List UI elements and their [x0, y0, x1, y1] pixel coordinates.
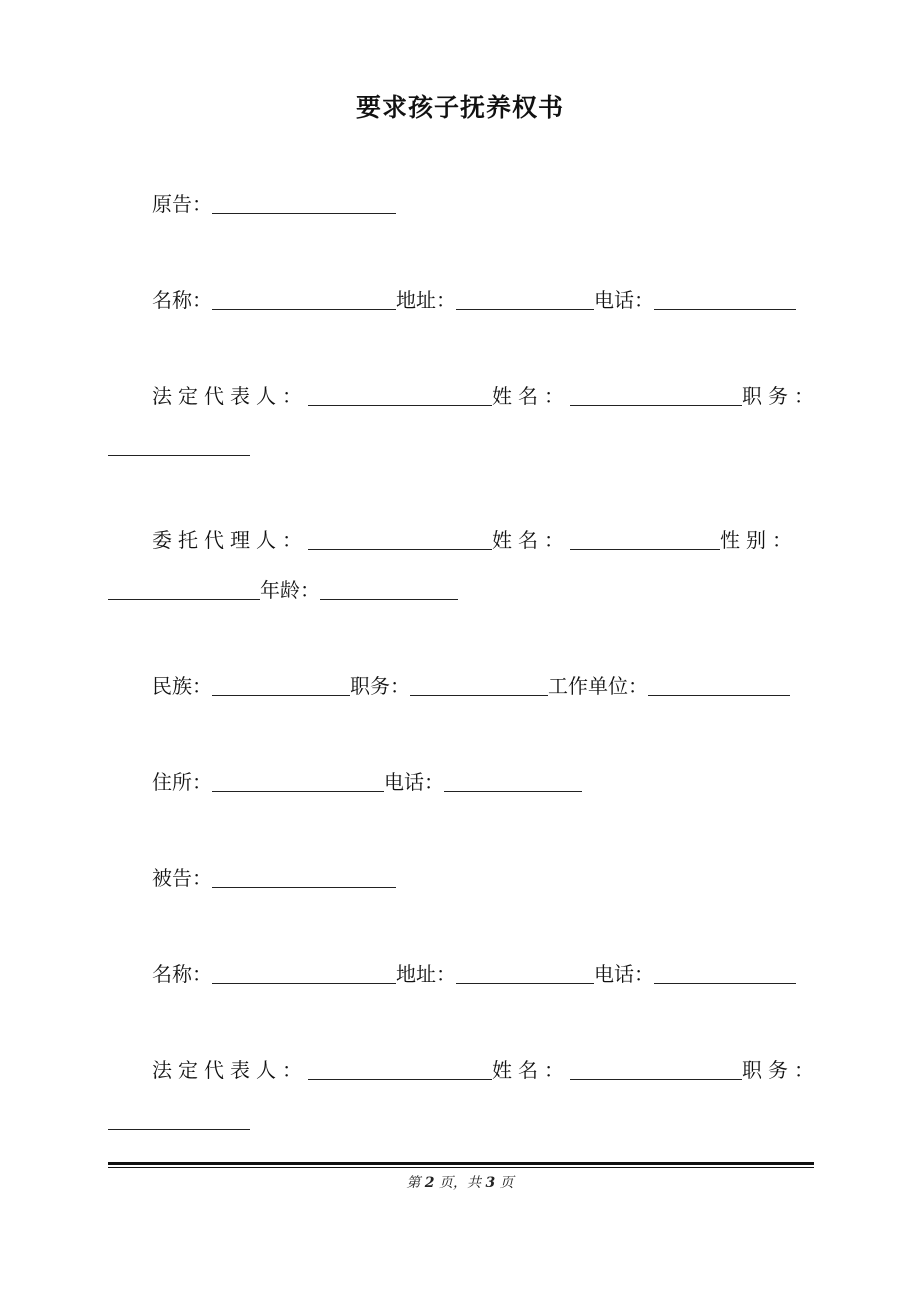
plaintiff-rep-position-blank[interactable] — [108, 435, 250, 456]
agent-residence-line — [152, 768, 814, 796]
agent-line — [152, 526, 814, 554]
plaintiff-address-label: 地址： — [396, 288, 456, 312]
defendant-rep-position-label: 职务： — [742, 1058, 820, 1082]
plaintiff-name-blank[interactable] — [212, 289, 396, 310]
plaintiff-phone-label: 电话： — [594, 288, 654, 312]
agent-residence-blank[interactable] — [212, 771, 384, 792]
defendant-info-line — [152, 960, 814, 988]
defendant-rep-name-blank[interactable] — [570, 1059, 742, 1080]
agent-position-label: 职务： — [350, 674, 410, 698]
plaintiff-rep-position-label: 职务： — [742, 384, 820, 408]
footer-page-number: 2 — [424, 1175, 435, 1191]
plaintiff-phone-blank[interactable] — [654, 289, 796, 310]
plaintiff-rep-name-blank[interactable] — [570, 385, 742, 406]
agent-ethnicity-label: 民族： — [152, 674, 212, 698]
defendant-blank[interactable] — [212, 867, 396, 888]
agent-gender-label: 性别： — [720, 528, 798, 552]
defendant-address-label: 地址： — [396, 962, 456, 986]
footer-prefix: 第 — [406, 1175, 421, 1191]
defendant-legal-rep-line-cont — [108, 1106, 770, 1134]
agent-age-label: 年龄： — [260, 578, 320, 602]
agent-phone-label: 电话： — [384, 770, 444, 794]
agent-phone-blank[interactable] — [444, 771, 582, 792]
footer-suffix: 页 — [499, 1175, 514, 1191]
defendant-line — [152, 864, 814, 892]
plaintiff-legal-rep-line — [152, 382, 820, 410]
plaintiff-line — [152, 190, 814, 218]
agent-blank[interactable] — [308, 529, 492, 550]
footer-divider — [108, 1162, 814, 1168]
agent-age-blank[interactable] — [320, 579, 458, 600]
plaintiff-legal-rep-label: 法定代表人： — [152, 384, 308, 408]
agent-residence-label: 住所： — [152, 770, 212, 794]
agent-workplace-blank[interactable] — [648, 675, 790, 696]
plaintiff-rep-name-label: 姓名： — [492, 384, 570, 408]
defendant-name-blank[interactable] — [212, 963, 396, 984]
agent-gender-blank[interactable] — [108, 579, 260, 600]
plaintiff-legal-rep-line-cont — [108, 432, 770, 460]
plaintiff-info-line — [152, 286, 814, 314]
plaintiff-blank[interactable] — [212, 193, 396, 214]
agent-name-label: 姓名： — [492, 528, 570, 552]
agent-line-cont — [108, 576, 770, 604]
defendant-label: 被告： — [152, 866, 212, 890]
plaintiff-name-label: 名称： — [152, 288, 212, 312]
plaintiff-label: 原告： — [152, 192, 212, 216]
defendant-name-label: 名称： — [152, 962, 212, 986]
defendant-legal-rep-label: 法定代表人： — [152, 1058, 308, 1082]
defendant-phone-label: 电话： — [594, 962, 654, 986]
defendant-address-blank[interactable] — [456, 963, 594, 984]
agent-position-blank[interactable] — [410, 675, 548, 696]
defendant-phone-blank[interactable] — [654, 963, 796, 984]
plaintiff-legal-rep-blank[interactable] — [308, 385, 492, 406]
footer-total-pages: 3 — [485, 1175, 496, 1191]
defendant-legal-rep-line — [152, 1056, 820, 1084]
agent-name-blank[interactable] — [570, 529, 720, 550]
footer-middle: 页，共 — [439, 1175, 481, 1191]
agent-ethnicity-blank[interactable] — [212, 675, 350, 696]
plaintiff-address-blank[interactable] — [456, 289, 594, 310]
agent-label: 委托代理人： — [152, 528, 308, 552]
agent-detail-line — [152, 672, 814, 700]
defendant-legal-rep-blank[interactable] — [308, 1059, 492, 1080]
page-footer — [0, 1172, 920, 1192]
document-title: 要求孩子抚养权书 — [355, 93, 564, 122]
defendant-rep-position-blank[interactable] — [108, 1109, 250, 1130]
defendant-rep-name-label: 姓名： — [492, 1058, 570, 1082]
agent-workplace-label: 工作单位： — [548, 674, 648, 698]
